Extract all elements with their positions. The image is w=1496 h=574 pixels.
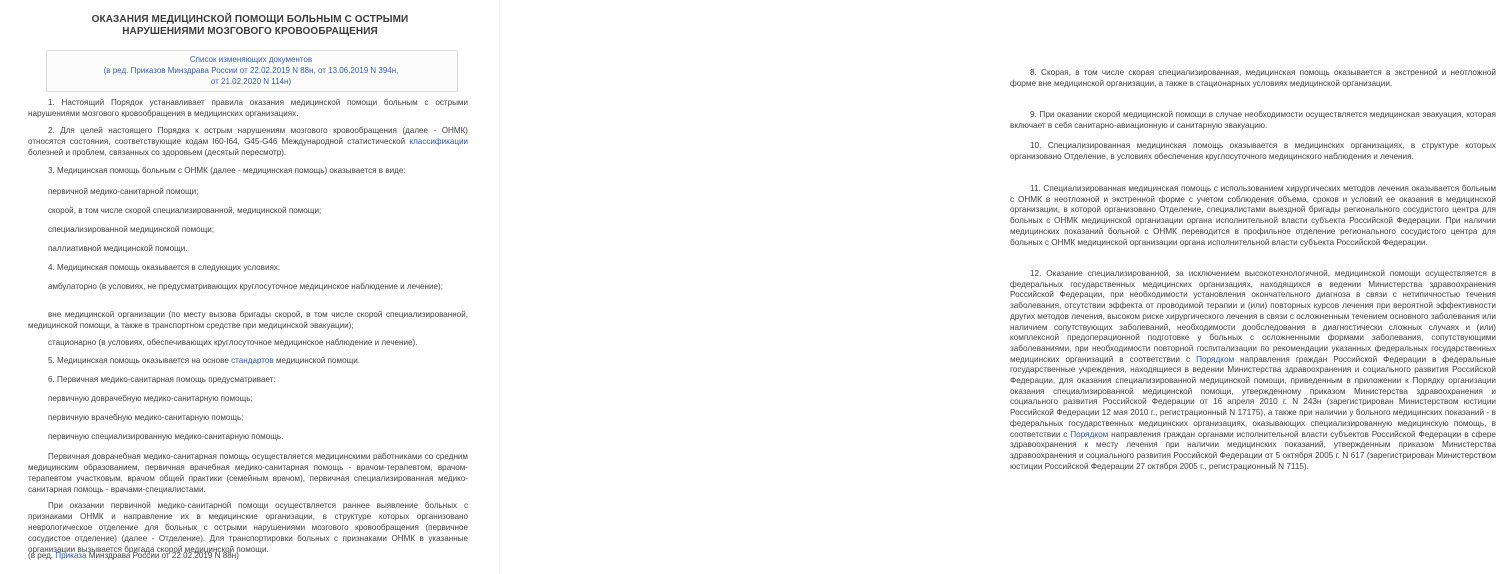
list-item-4c: стационарно (в условиях, обеспечивающих круглосуточное медицинское наблюдение и лечение). xyxy=(48,338,418,347)
paragraph-r10: 10. Специализированная медицинская помощь оказывается в медицинских организациях, в структуре которых организовано Отделение, в условиях обеспечения круглосуточного медицинского наблюдения и лечения. xyxy=(1010,141,1496,161)
paragraph-r11: 11. Специализированная медицинская помощь с использованием хирургических методов лечения оказывается больным с ОНМК в неотложной и экстренной форме с учетом соблюдения объема, сроков и условий ее оказания в медицинской организации, в которой организовано Отделение, специалистами выездной бригады регионального сосудистого центра для больных с ОНМК медицинской организации органа исполнительной власти субъекта Российской Федерации. При наличии медицинских показаний больной с ОНМК переводится в профильное отделение регионального сосудистого центра для больных с ОНМК медицинской организации органа исполнительной власти субъекта Российской Федерации. xyxy=(1010,184,1496,247)
right-document-page xyxy=(500,0,1496,574)
order-link-2[interactable]: Порядком xyxy=(1070,429,1109,439)
paragraph-8: При оказании первичной медико-санитарной помощи осуществляется раннее выявление больных с признаками ОНМК и направление их в медицинские организации, в структуре которых организовано неврологическое отделение для больных с острыми нарушениями мозгового кровообращения (первичное сосудистое отделение) (далее - Отделение). Для транспортировки больных с признаками ОНМК в указанные организации вызывается бригада скорой медицинской помощи. xyxy=(28,501,468,554)
paragraph-4: 4. Медицинская помощь оказывается в следующих условиях: xyxy=(48,263,281,272)
paragraph-7: Первичная доврачебная медико-санитарная помощь осуществляется медицинскими работниками со средним медицинским образованием, первичная врачебная медико-санитарная помощь - врачом-терапевтом, врачом-терапевтом участковым, врачом общей практики (семейным врачом), первичная специализированная медико-санитарная помощь - врачами-специалистами. xyxy=(28,452,468,494)
list-item-3b: скорой, в том числе скорой специализированной, медицинской помощи; xyxy=(48,206,322,215)
changes-list xyxy=(60,54,442,87)
paragraph-r12: 12. Оказание специализированной, за исключением высокотехнологичной, медицинской помощи осуществляется в федеральных государственных медицинских организациях, находящихся в ведении Министерства здравоохранения Российской Федерации, при необходимости установления окончательного диагноза в связи с нетипичностью течения заболевания, отсутствии эффекта от проводимой терапии и (или) повторных курсов лечения при вероятной эффективности других методов лечения, высоком риске хирургического лечения в связи с осложненным течением основного заболевания или наличием сопутствующих заболеваний, необходимости дообследования в диагностически сложных случаях и (или) комплексной предоперационной подготовке у больных с осложненными формами заболевания, сопутствующими заболеваниями, при необходимости повторной госпитализации по рекомендации указанных федеральных государственных медицинских организаций в соответствии с Порядком направления граждан Российской Федерации в федеральные государственные учреждения, находящиеся в ведении Министерства здравоохранения и социального развития Российской Федерации, для оказания специализированной медицинской помощи, приведенным в приложении к Порядку организации оказания специализированной медицинской помощи, утвержденному приказом Министерства здравоохранения и социального развития Российской Федерации от 16 апреля 2010 г. N 243н (зарегистрирован Министерством юстиции Российской Федерации 12 мая 2010 г., регистрационный N 17175), а также при наличии у больного медицинских показаний - в федеральных государственных медицинских организациях, оказывающих специализированную медицинскую помощь, в соответствии с Порядком направления граждан органами исполнительной власти субъектов Российской Федерации в сфере здравоохранения к месту лечения при наличии медицинских показаний, утвержденным приказом Министерства здравоохранения и социального развития Российской Федерации от 5 октября 2005 г. N 617 (зарегистрирован Министерством юстиции Российской Федерации 27 октября 2005 г., регистрационный N 7115). xyxy=(1010,269,1496,471)
paragraph-5: 5. Медицинская помощь оказывается на основе стандартов медицинской помощи. xyxy=(48,356,361,365)
classification-link[interactable]: классификации xyxy=(409,136,469,146)
list-item-3c: специализированной медицинской помощи; xyxy=(48,225,215,234)
order-link-1[interactable]: Порядком xyxy=(1196,354,1235,364)
paragraph-3: 3. Медицинская помощь больным с ОНМК (далее - медицинская помощь) оказывается в виде: xyxy=(48,166,406,175)
list-item-4a: амбулаторно (в условиях, не предусматривающих круглосуточное медицинское наблюдение и лечение); xyxy=(48,282,443,291)
paragraph-1: 1. Настоящий Порядок устанавливает правила оказания медицинской помощи больным с острыми нарушениями мозгового кровообращения в медицинских организациях. xyxy=(28,98,468,118)
paragraph-9: (в ред. Приказа Минздрава России от 22.02.2019 N 88н) xyxy=(28,551,239,560)
document-title: ОКАЗАНИЯ МЕДИЦИНСКОЙ ПОМОЩИ БОЛЬНЫМ С ОСТРЫМИ НАРУШЕНИЯМИ МОЗГОВОГО КРОВООБРАЩЕНИЯ xyxy=(91,14,409,37)
list-item-6b: первичную врачебную медико-санитарную помощь; xyxy=(48,413,244,422)
list-item-6c: первичную специализированную медико-санитарную помощь. xyxy=(48,432,284,441)
list-item-3d: паллиативной медицинской помощи. xyxy=(48,244,188,253)
order-link[interactable]: Приказа xyxy=(55,551,87,560)
standards-link[interactable]: стандартов xyxy=(231,356,274,365)
list-item-6a: первичную доврачебную медико-санитарную помощь; xyxy=(48,394,253,403)
left-document-page xyxy=(0,0,500,574)
list-item-4b: вне медицинской организации (по месту вызова бригады скорой, в том числе скорой специализированной, медицинской помощи, а также в транспортном средстве при медицинской эвакуации); xyxy=(28,310,468,330)
paragraph-r9: 9. При оказании скорой медицинской помощи в случае необходимости осуществляется медицинская эвакуация, которая включает в себя санитарно-авиационную и санитарную эвакуацию. xyxy=(1010,110,1496,130)
paragraph-6: 6. Первичная медико-санитарная помощь предусматривает: xyxy=(48,375,276,384)
paragraph-2: 2. Для целей настоящего Порядка к острым нарушениям мозгового кровообращения (далее - ОНМК) относятся состояния, соответствующие кодам I60-I64, G45-G46 Международной статистической классификации болезней и проблем, связанных со здоровьем (десятый пересмотр). xyxy=(28,126,469,157)
changes-line-2: от 21.02.2020 N 114н) xyxy=(210,77,292,86)
changes-heading: Список изменяющих документов xyxy=(189,55,313,64)
paragraph-r8: 8. Скорая, в том числе скорая специализированная, медицинская помощь оказывается в экстренной и неотложной форме вне медицинской организации, а также в стационарных условиях медицинской организации. xyxy=(1010,68,1496,88)
changes-line-1: (в ред. Приказов Минздрава России от 22.02.2019 N 88н, от 13.06.2019 N 394н, xyxy=(103,66,399,75)
list-item-3a: первичной медико-санитарной помощи; xyxy=(48,187,199,196)
